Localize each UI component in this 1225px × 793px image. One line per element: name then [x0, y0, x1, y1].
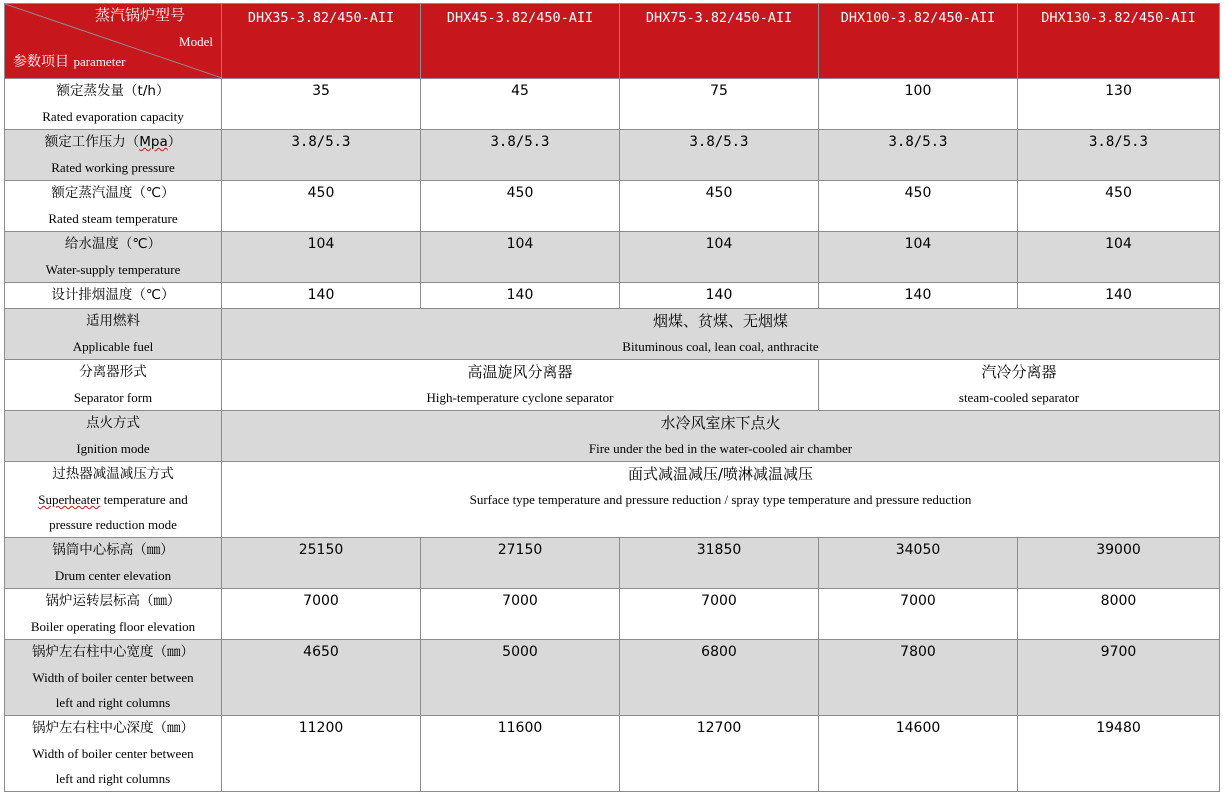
value-text: 8000	[1100, 593, 1137, 609]
value-text: 25150	[298, 542, 344, 558]
value-text: 6800	[701, 644, 737, 660]
row-label	[5, 79, 222, 130]
row-label-zh: 锅炉左右柱中心深度（㎜）	[32, 720, 194, 736]
value-zh: 汽冷分离器	[981, 363, 1057, 381]
value-zh: 高温旋风分离器	[467, 363, 573, 381]
row-label-zh: 设计排烟温度（℃）	[51, 287, 175, 303]
value-cell	[620, 283, 819, 309]
value-text: 140	[307, 287, 335, 303]
value-cell	[421, 716, 620, 792]
row-label	[5, 181, 222, 232]
row-separator-form	[5, 360, 1220, 411]
row-label	[5, 589, 222, 640]
value-cell	[1018, 640, 1220, 716]
value-text: 7000	[303, 593, 339, 609]
value-en: High-temperature cyclone separator	[426, 390, 614, 405]
row-label-en: Width of boiler center between	[32, 670, 194, 685]
row-ignition-mode	[5, 411, 1220, 462]
merged-value-cell	[222, 360, 819, 411]
header-row	[5, 4, 1220, 79]
model-label-en: Model	[179, 34, 213, 49]
value-text: 31850	[696, 542, 742, 558]
value-text: 450	[705, 185, 733, 201]
row-label-en: Rated working pressure	[51, 160, 175, 175]
value-text: 7000	[900, 593, 936, 609]
value-cell	[1018, 232, 1220, 283]
value-cell	[1018, 538, 1220, 589]
value-text: 140	[506, 287, 534, 303]
value-en: Fire under the bed in the water-cooled air chamber	[588, 441, 853, 456]
row-label-zh: 额定蒸发量（t/h）	[56, 83, 170, 99]
value-cell	[819, 640, 1018, 716]
row-label	[5, 283, 222, 309]
value-cell	[421, 232, 620, 283]
row-label	[5, 232, 222, 283]
row-label-zh	[5, 130, 221, 155]
value-cell	[1018, 589, 1220, 640]
row-label-zh-part: ）	[167, 134, 182, 150]
value-text: 39000	[1096, 542, 1141, 558]
value-text: 9700	[1100, 644, 1137, 660]
value-cell	[620, 640, 819, 716]
value-cell	[620, 589, 819, 640]
value-cell	[222, 130, 421, 181]
row-label	[5, 462, 222, 538]
row-label-en: Separator form	[73, 390, 153, 405]
row-operating-floor	[5, 589, 1220, 640]
row-label-unit: Mpa	[139, 134, 168, 150]
value-text: 35	[312, 83, 330, 99]
row-label	[5, 411, 222, 462]
value-cell	[620, 181, 819, 232]
value-cell	[819, 130, 1018, 181]
corner-header-cell	[5, 4, 222, 79]
value-cell	[620, 232, 819, 283]
boiler-spec-table	[4, 3, 1220, 792]
value-cell	[222, 640, 421, 716]
value-cell	[819, 589, 1018, 640]
value-text: 45	[511, 83, 529, 99]
value-text: 140	[705, 287, 733, 303]
value-text: 104	[307, 236, 335, 252]
value-cell	[222, 538, 421, 589]
row-label-en: Water-supply temperature	[45, 262, 181, 277]
row-label	[5, 538, 222, 589]
value-text: 450	[307, 185, 335, 201]
value-cell	[222, 79, 421, 130]
row-evaporation-capacity	[5, 79, 1220, 130]
value-cell	[1018, 79, 1220, 130]
row-label-zh: 过热器减温减压方式	[52, 466, 174, 482]
value-cell	[421, 79, 620, 130]
value-en: Surface type temperature and pressure reduction / spray type temperature and pressure reduction	[469, 492, 972, 507]
merged-value-cell	[819, 360, 1220, 411]
value-text: 450	[506, 185, 534, 201]
row-label-en-part: temperature and	[100, 492, 188, 507]
value-text: 19480	[1096, 720, 1141, 736]
parameter-label	[13, 52, 125, 72]
row-label-zh: 锅炉左右柱中心宽度（㎜）	[32, 644, 194, 660]
value-text: 11600	[497, 720, 543, 736]
row-label-en-part: Superheater	[38, 492, 101, 507]
value-zh: 面式减温减压/喷淋减温减压	[627, 465, 814, 483]
row-label-zh: 锅筒中心标高（㎜）	[52, 542, 174, 558]
value-cell	[421, 538, 620, 589]
row-label-en: Boiler operating floor elevation	[30, 619, 196, 634]
value-cell	[620, 79, 819, 130]
model-header-3: DHX75-3.82/450-AII	[620, 4, 819, 79]
row-label	[5, 640, 222, 716]
value-text: 34050	[895, 542, 941, 558]
row-exhaust-temperature	[5, 283, 1220, 309]
model-header-5: DHX130-3.82/450-AII	[1018, 4, 1220, 79]
model-label-zh: 蒸汽锅炉型号	[95, 6, 186, 24]
merged-value-cell	[222, 309, 1220, 360]
value-cell	[421, 283, 620, 309]
row-label-zh: 给水温度（℃）	[64, 236, 162, 252]
model-header-2: DHX45-3.82/450-AII	[421, 4, 620, 79]
row-label-en-line2: left and right columns	[55, 771, 171, 786]
value-cell	[620, 538, 819, 589]
value-text: 7000	[701, 593, 737, 609]
value-text: 104	[506, 236, 534, 252]
value-text: 12700	[696, 720, 742, 736]
row-label-en	[5, 487, 221, 512]
value-cell	[222, 716, 421, 792]
row-label-en: Width of boiler center between	[32, 746, 194, 761]
value-text: 14600	[895, 720, 941, 736]
value-text: 75	[710, 83, 728, 99]
value-text: 140	[904, 287, 932, 303]
row-column-width	[5, 640, 1220, 716]
value-text: 3.8/5.3	[1088, 134, 1148, 150]
row-label-zh: 适用燃料	[86, 313, 140, 329]
value-text: 140	[1105, 287, 1132, 303]
merged-value-cell	[222, 411, 1220, 462]
value-text: 104	[1105, 236, 1132, 252]
value-cell	[819, 232, 1018, 283]
value-text: 3.8/5.3	[689, 134, 749, 150]
value-text: 130	[1105, 83, 1132, 99]
row-label	[5, 309, 222, 360]
value-text: 27150	[497, 542, 543, 558]
value-cell	[421, 130, 620, 181]
value-text: 450	[1105, 185, 1132, 201]
value-text: 104	[904, 236, 932, 252]
value-text: 104	[705, 236, 733, 252]
row-label-zh-part: 额定工作压力（	[44, 134, 140, 150]
value-text: 4650	[303, 644, 339, 660]
value-text: 7800	[900, 644, 936, 660]
row-applicable-fuel	[5, 309, 1220, 360]
row-label-en-line2: left and right columns	[55, 695, 171, 710]
value-text: 3.8/5.3	[291, 134, 351, 150]
value-zh: 烟煤、贫煤、无烟煤	[652, 312, 788, 330]
value-cell	[819, 181, 1018, 232]
value-cell	[1018, 716, 1220, 792]
value-cell	[421, 181, 620, 232]
value-cell	[222, 181, 421, 232]
value-cell	[1018, 130, 1220, 181]
parameter-label-en: parameter	[73, 54, 126, 69]
row-drum-elevation	[5, 538, 1220, 589]
value-cell	[819, 79, 1018, 130]
merged-value-cell	[222, 462, 1220, 538]
value-cell	[819, 716, 1018, 792]
row-label-en: Rated steam temperature	[48, 211, 178, 226]
value-cell	[421, 640, 620, 716]
value-cell	[620, 716, 819, 792]
row-label	[5, 360, 222, 411]
row-water-supply-temperature	[5, 232, 1220, 283]
row-label-en: Rated evaporation capacity	[42, 109, 184, 124]
row-working-pressure	[5, 130, 1220, 181]
row-label-en: Ignition mode	[76, 441, 150, 456]
value-text: 3.8/5.3	[490, 134, 550, 150]
value-zh: 水冷风室床下点火	[660, 414, 781, 432]
row-column-depth	[5, 716, 1220, 792]
value-cell	[222, 589, 421, 640]
value-cell	[222, 283, 421, 309]
row-label	[5, 130, 222, 181]
value-text: 100	[904, 83, 932, 99]
value-text: 11200	[298, 720, 344, 736]
value-en: Bituminous coal, lean coal, anthracite	[622, 339, 819, 354]
row-label	[5, 716, 222, 792]
value-text: 7000	[502, 593, 538, 609]
value-cell	[1018, 283, 1220, 309]
row-label-en-line2: pressure reduction mode	[49, 517, 177, 532]
row-steam-temperature	[5, 181, 1220, 232]
value-cell	[222, 232, 421, 283]
value-en: steam-cooled separator	[958, 390, 1080, 405]
value-text: 5000	[502, 644, 538, 660]
value-cell	[421, 589, 620, 640]
row-superheater-mode	[5, 462, 1220, 538]
value-cell	[819, 538, 1018, 589]
model-header-4: DHX100-3.82/450-AII	[819, 4, 1018, 79]
value-text: 3.8/5.3	[888, 134, 948, 150]
value-cell	[1018, 181, 1220, 232]
row-label-en: Applicable fuel	[72, 339, 154, 354]
row-label-zh: 点火方式	[86, 415, 140, 431]
value-text: 450	[904, 185, 932, 201]
row-label-zh: 分离器形式	[79, 364, 147, 380]
model-header-1: DHX35-3.82/450-AII	[222, 4, 421, 79]
parameter-label-zh: 参数项目	[13, 54, 69, 70]
row-label-en: Drum center elevation	[54, 568, 172, 583]
row-label-zh: 额定蒸汽温度（℃）	[51, 185, 175, 201]
row-label-zh: 锅炉运转层标高（㎜）	[45, 593, 181, 609]
value-cell	[620, 130, 819, 181]
value-cell	[819, 283, 1018, 309]
